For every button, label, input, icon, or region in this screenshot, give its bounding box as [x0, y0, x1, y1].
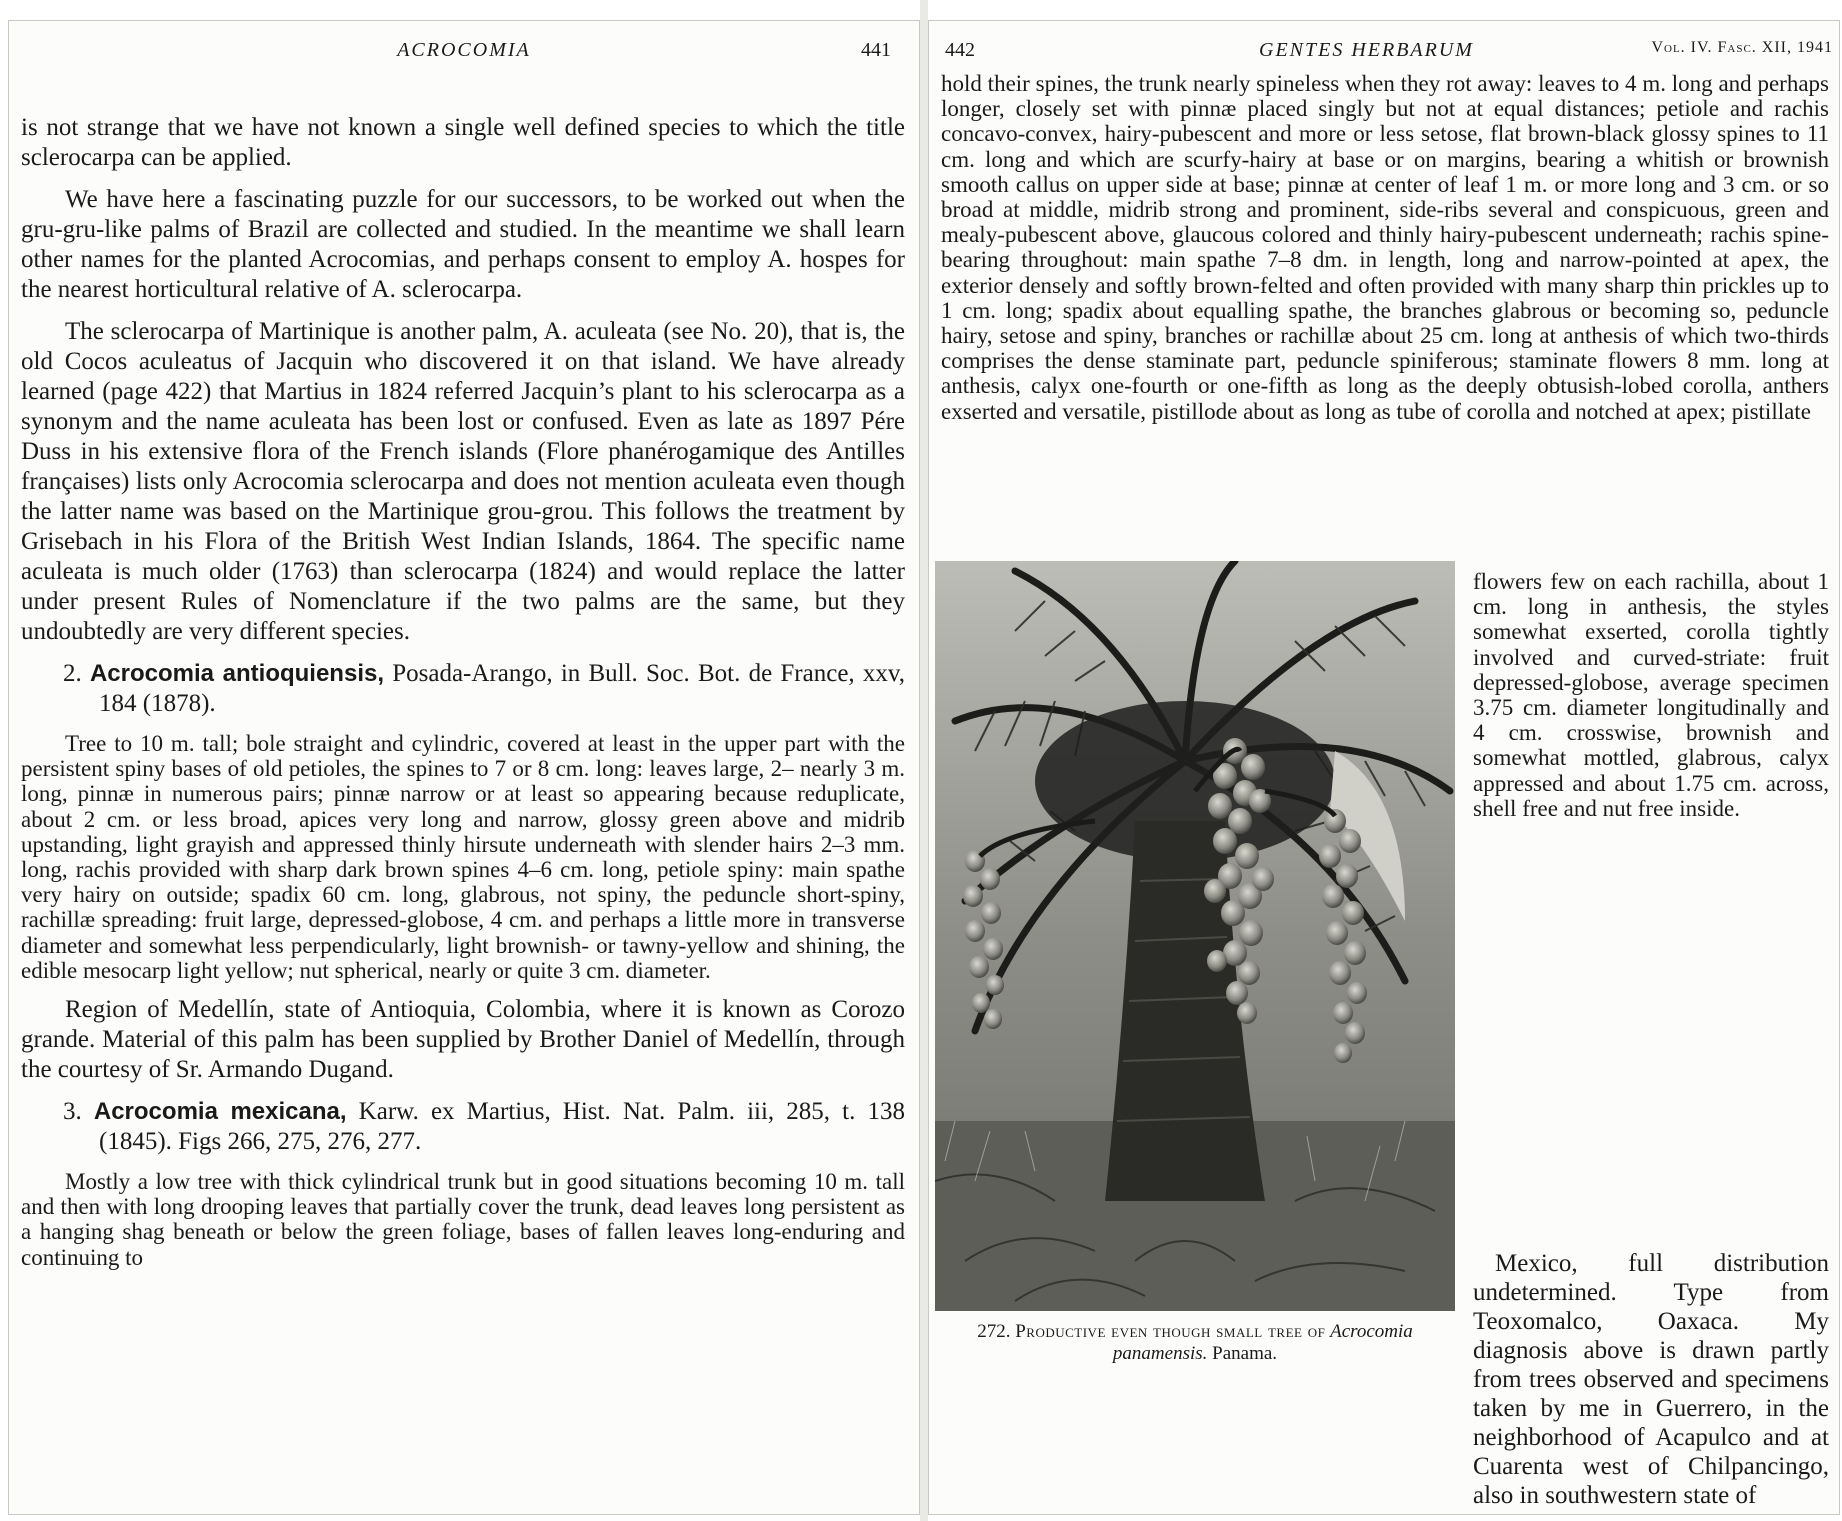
paragraph-2: We have here a fascinating puzzle for our successors, to be worked out when the gru-gru-like palms of Brazil are collected and studied. In the meantime we shall learn other names for the planted Acrocomias, and perhaps consent to employ A. hospes for the nearest horticultural relative of A. sclerocarpa. [21, 186, 905, 303]
figure-caption [935, 1321, 1455, 1365]
figure-caption-taxon: Acrocomia panamensis. [1112, 1321, 1413, 1364]
species-2-name: Acrocomia antioquiensis, [89, 660, 385, 687]
figure-caption-text: Productive even though small tree of [1015, 1321, 1326, 1342]
left-body-text [21, 113, 905, 1270]
palm-photo-image [935, 561, 1455, 1311]
species-2-description: Tree to 10 m. tall; bole straight and cylindric, covered at least in the upper part with the persistent spiny bases of old petioles, the spines to 7 or 8 cm. long: leaves large, 2– nearly 3 m. long, pinnæ in numerous pairs; pinnæ narrow or at least so appearing because reduplicate, about 2 cm. or less broad, apices very long and narrow, glossy green above and midrib upstanding, light grayish and appressed thinly hirsute underneath with slender hairs 2–3 mm. long, rachis provided with sharp dark brown spines 4–6 cm. long, petiole spiny: main spathe very hairy on outside; spadix 60 cm. long, glabrous, not spiny, the peduncle short-spiny, rachillæ spreading: fruit large, depressed-globose, 4 cm. and perhaps a little more in transverse diameter and somewhat less perpendicularly, light brownish- or tawny-yellow and shining, the edible mesocarp light yellow; nut spherical, nearly or quite 3 cm. diameter. [21, 731, 905, 983]
species-3-description: Mostly a low tree with thick cylindrical trunk but in good situations becoming 10 m. tall and then with long drooping leaves that partially cover the trunk, dead leaves long persistent as a hanging shag beneath or below the green foliage, bases of fallen leaves long-enduring and continuing to [21, 1169, 905, 1270]
figure-caption-place: Panama. [1212, 1343, 1278, 1364]
left-page [8, 20, 920, 1515]
species-2-number: 2. [63, 660, 82, 687]
figure-272 [935, 561, 1455, 1406]
right-side-column [1473, 569, 1829, 821]
right-running-title: GENTES HERBARUM [1259, 39, 1474, 61]
volume-label: Vol. IV. Fasc. XII, 1941 [1651, 39, 1833, 56]
paragraph-3: The sclerocarpa of Martinique is another palm, A. aculeata (see No. 20), that is, the old Cocos aculeatus of Jacquin who discovered it on that island. We have already learned (page 422) that Martius in 1824 referred Jacquin’s plant to his sclerocarpa as a synonym and the name aculeata has been lost or confused. Even as late as 1897 Pére Duss in his extensive flora of the French islands (Flore phanérogamique des Antilles françaises) lists only Acrocomia sclerocarpa and does not mention aculeata even though the latter name was based on the Martinique grou-grou. This follows the treatment by Grisebach in his Flora of the British West Indian Islands, 1864. The specific name aculeata is much older (1763) than sclerocarpa (1824) and would replace the latter under present Rules of Nomenclature if the two palms are the same, but they undoubtedly are very different species. [21, 318, 905, 645]
species-3-name: Acrocomia mexicana, [93, 1098, 347, 1126]
right-top-text [941, 71, 1829, 424]
left-running-head [9, 39, 919, 69]
right-description-continued: hold their spines, the trunk nearly spineless when they rot away: leaves to 4 m. long and perhaps longer, closely set with pinnæ placed singly but not at equal distances; petiole and rachis concavo-convex, hairy-pubescent and more or less setose, flat brown-black glossy spines to 11 cm. long and which are scurfy-hairy at base or on margins, bearing a whitish or brownish smooth callus on upper side at base; pinnæ at center of leaf 1 m. or more long and 3 cm. or so broad at middle, midrib strong and prominent, side-ribs several and conspicuous, green and mealy-pubescent above, glaucous colored and thinly hairy-pubescent underneath; rachis spine-bearing throughout: main spathe 7–8 dm. in length, long and narrow-pointed at apex, the exterior densely and softly brown-felted and often provided with many sharp thin prickles up to 1 cm. long; spadix about equalling spathe, the branches glabrous or becoming so, peduncle hairy, setose and spiny, branches or rachillæ about 25 cm. long at anthesis of which two-thirds comprises the dense staminate part, peduncle spiniferous; staminate flowers 8 mm. long at anthesis, calyx one-fourth or one-fifth as long as the deeply obtusish-lobed corolla, anthers exserted and versatile, pistillode about as long as tube of corolla and notched at apex; pistillate [941, 71, 1829, 424]
right-page-number: 442 [945, 39, 975, 61]
right-running-head [929, 39, 1839, 69]
left-running-title: ACROCOMIA [397, 39, 531, 61]
right-side-column-2 [1473, 1249, 1829, 1510]
fruit-description: flowers few on each rachilla, about 1 cm. long in anthesis, the styles somewhat exserted, corolla tightly involved and curved-striate: fruit depressed-globose, average specimen 3.75 cm. diameter longitudinally and 4 cm. crosswise, brownish and somewhat mottled, glabrous, calyx appressed and about 1.75 cm. across, shell free and nut free inside. [1473, 569, 1829, 821]
species-3-heading [21, 1097, 905, 1157]
species-3-number: 3. [63, 1098, 82, 1126]
figure-number: 272. [977, 1321, 1011, 1342]
paragraph-1: is not strange that we have not known a single well defined species to which the title sclerocarpa can be applied. [21, 114, 905, 171]
right-page [928, 20, 1840, 1515]
species-2-heading [21, 659, 905, 719]
species-2-citation: Posada-Arango, in Bull. Soc. Bot. de France, xxv, 184 (1878). [99, 660, 906, 717]
species-2-region: Region of Medellín, state of Antioquia, Colombia, where it is known as Corozo grande. Material of this palm has been supplied by Brother Daniel of Medellín, through the courtesy of Sr. Armando Dugand. [21, 996, 905, 1084]
left-page-number: 441 [861, 39, 891, 61]
palm-photograph [935, 561, 1455, 1311]
distribution-paragraph: Mexico, full distribution undetermined. Type from Teoxomalco, Oaxaca. My diagnosis above is drawn partly from trees observed and specimens taken by me in Guerrero, in the neighborhood of Acapulco and at Cuarenta west of Chilpancingo, also in southwestern state of [1473, 1250, 1829, 1509]
gutter [920, 0, 928, 1521]
species-3-citation: Karw. ex Martius, Hist. Nat. Palm. iii, 285, t. 138 (1845). Figs 266, 275, 276, 277. [99, 1098, 905, 1156]
